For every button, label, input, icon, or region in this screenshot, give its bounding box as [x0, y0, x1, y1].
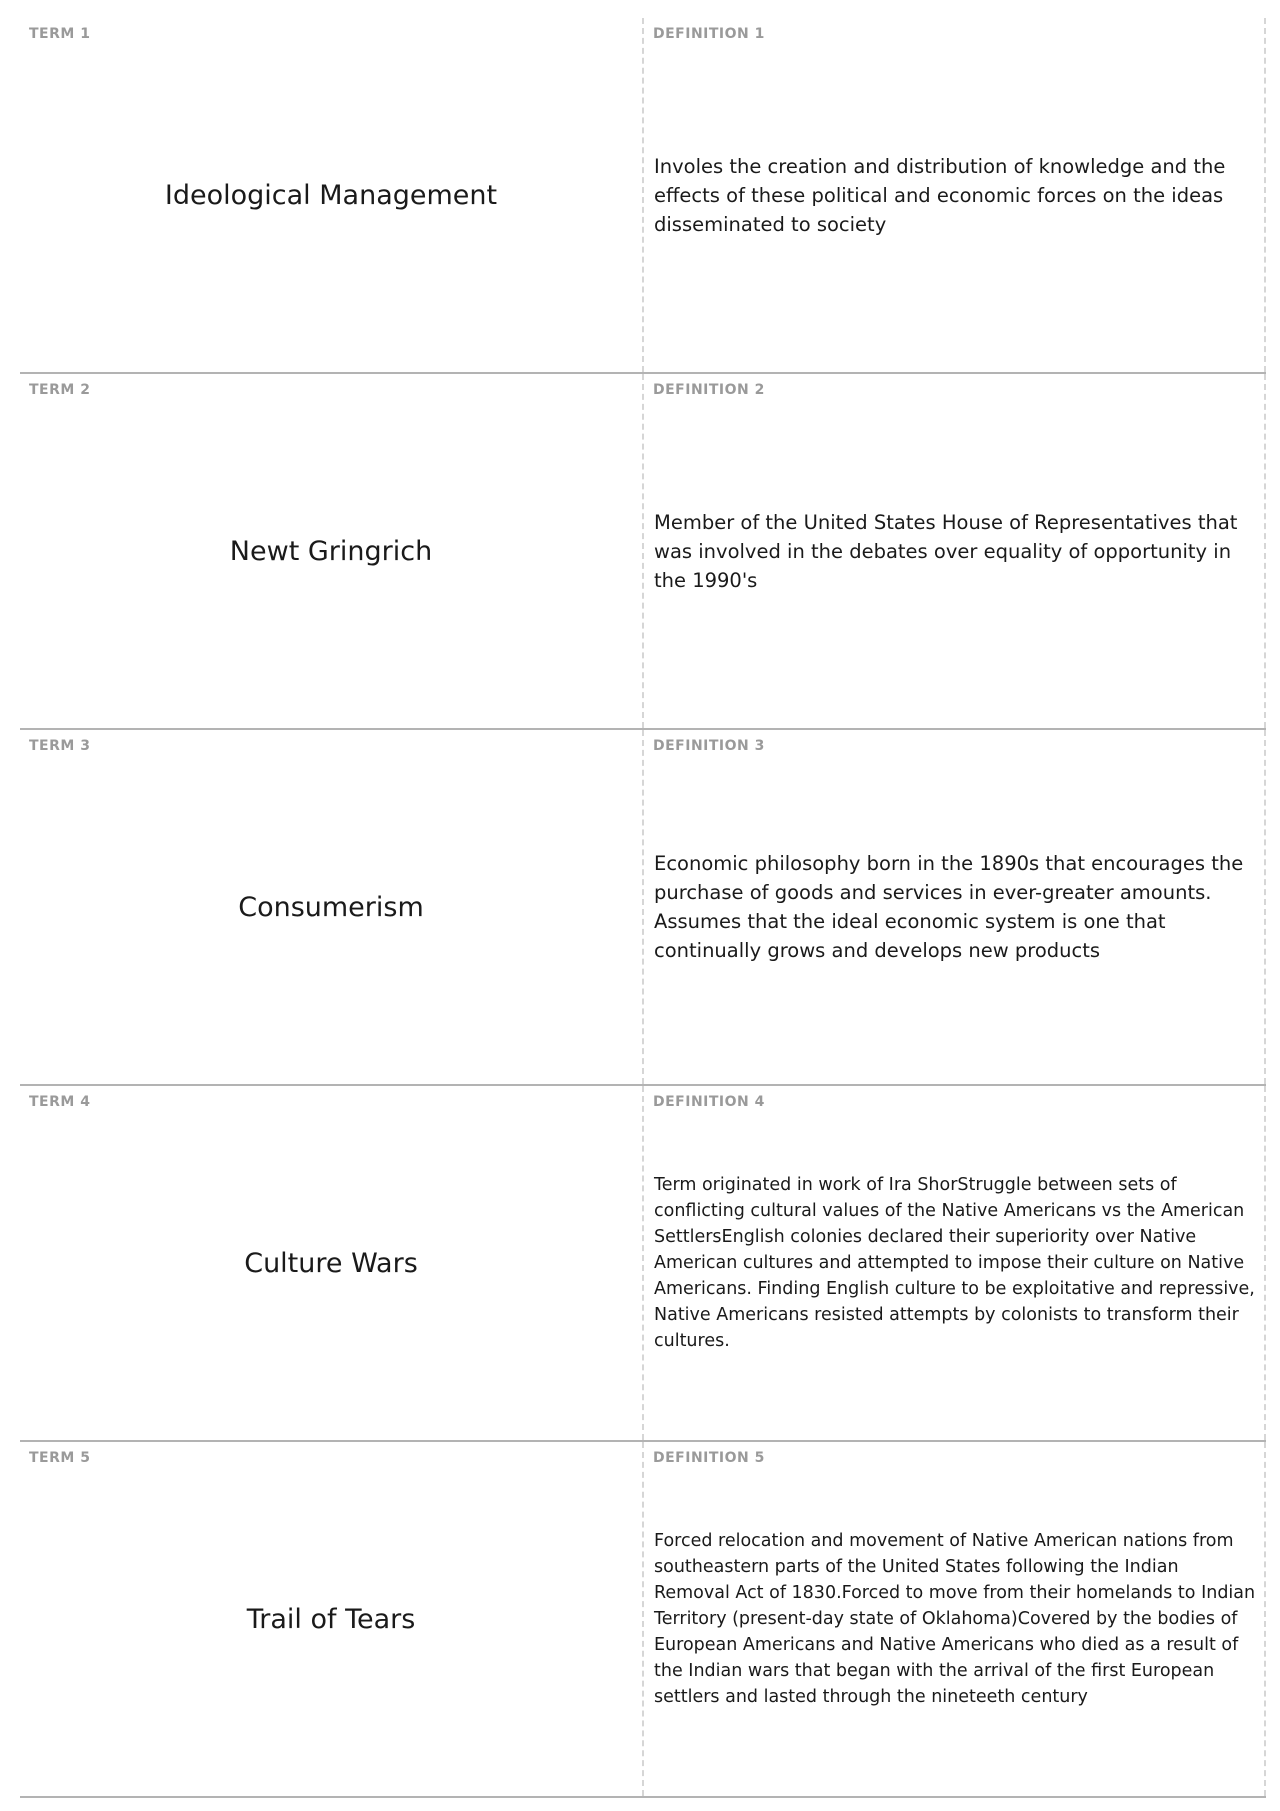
- definition-label: DEFINITION 4: [653, 1094, 765, 1110]
- definition-text: Forced relocation and movement of Native American nations from southeastern parts of the United States following the Indian Removal Act of 1830.Forced to move from their homelands to Indian Territory (present-day state of Oklahoma)Covered by the bodies of European Americans and Native Americans who died as a result of the Indian wars that began with the arrival of the first European settlers and lasted through the nineteeth century: [654, 1531, 1256, 1707]
- card-row-3: [20, 730, 1266, 1086]
- card-row-4: [20, 1086, 1266, 1442]
- definition-cell: [644, 1442, 1266, 1796]
- term-cell: [20, 374, 644, 728]
- term-cell: [20, 18, 644, 372]
- definition-label: DEFINITION 2: [653, 382, 765, 398]
- flashcard-sheet: [20, 18, 1266, 1798]
- term-label: TERM 5: [29, 1450, 91, 1466]
- definition-label: DEFINITION 5: [653, 1450, 765, 1466]
- card-row-2: [20, 374, 1266, 730]
- term-label: TERM 3: [29, 738, 91, 754]
- term-text: Trail of Tears: [246, 1603, 416, 1635]
- term-label: TERM 2: [29, 382, 91, 398]
- term-text: Ideological Management: [164, 179, 498, 211]
- card-row-5: [20, 1442, 1266, 1798]
- definition-cell: [644, 374, 1266, 728]
- term-label: TERM 1: [29, 26, 91, 42]
- term-label: TERM 4: [29, 1094, 91, 1110]
- term-text: Consumerism: [238, 891, 424, 923]
- definition-cell: [644, 1086, 1266, 1440]
- card-row-1: [20, 18, 1266, 374]
- term-text: Culture Wars: [244, 1247, 418, 1279]
- definition-text: Involes the creation and distribution of knowledge and the effects of these political and economic forces on the ideas disseminated to society: [654, 154, 1226, 236]
- definition-text: Member of the United States House of Representatives that was involved in the debates over equality of opportunity in the 1990's: [654, 510, 1238, 592]
- definition-label: DEFINITION 1: [653, 26, 765, 42]
- term-cell: [20, 1442, 644, 1796]
- definition-cell: [644, 18, 1266, 372]
- term-text: Newt Gringrich: [229, 535, 433, 567]
- definition-text: Economic philosophy born in the 1890s that encourages the purchase of goods and services in ever-greater amounts. Assumes that the ideal economic system is one that continually grows and develops new products: [654, 852, 1244, 962]
- definition-cell: [644, 730, 1266, 1084]
- term-cell: [20, 730, 644, 1084]
- definition-text: Term originated in work of Ira ShorStruggle between sets of conflicting cultural values of the Native Americans vs the American SettlersEnglish colonies declared their superiority over Native American cultures and attempted to impose their culture on Native Americans. Finding English culture to be exploitative and repressive, Native Americans resisted attempts by colonists to transform their cultures.: [654, 1175, 1255, 1351]
- term-cell: [20, 1086, 644, 1440]
- definition-label: DEFINITION 3: [653, 738, 765, 754]
